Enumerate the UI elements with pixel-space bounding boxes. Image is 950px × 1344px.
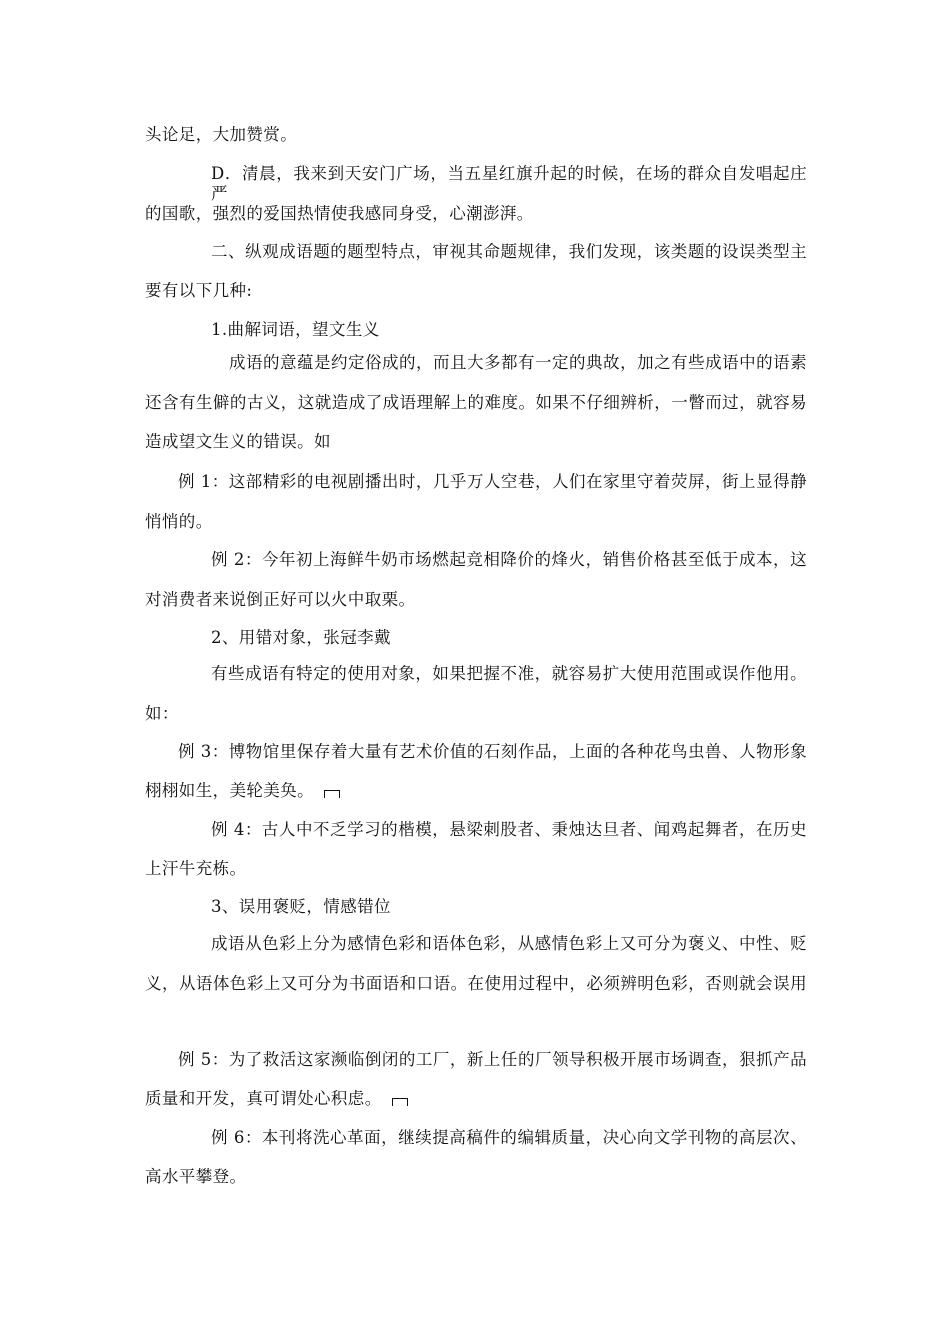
text-line: 造成望文生义的错误。如 (145, 432, 331, 451)
text-line: 成语的意蕴是约定俗成的，而且大多都有一定的典故，加之有些成语中的语素 (229, 353, 807, 372)
example-3: 例 3：博物馆里保存着大量有艺术价值的石刻作品，上面的各种花鸟虫兽、人物形象 (178, 742, 807, 761)
text-line: 对消费者来说倒正好可以火中取栗。 (145, 590, 416, 609)
text-span: 质量和开发，真可谓处心积虑。 (145, 1089, 382, 1108)
option-d-line: D．清晨，我来到天安门广场，当五星红旗升起的时候，在场的群众自发唱起庄严 (211, 164, 807, 203)
text-line: 成语从色彩上分为感情色彩和语体色彩，从感情色彩上又可分为褒义、中性、贬 (211, 934, 807, 953)
subheading-3: 3、误用褒贬，情感错位 (211, 897, 391, 916)
section-two-heading: 二、纵观成语题的题型特点，审视其命题规律，我们发现，该类题的设误类型主 (211, 242, 807, 261)
text-line: 义，从语体色彩上又可分为书面语和口语。在使用过程中，必须辨明色彩，否则就会误用 (145, 974, 807, 993)
answer-blank-mark (324, 790, 340, 798)
text-line: 如： (145, 704, 179, 723)
text-line: 有些成语有特定的使用对象，如果把握不准，就容易扩大使用范围或误作他用。 (211, 664, 807, 683)
text-line: 头论足，大加赞赏。 (145, 125, 298, 144)
text-line (145, 781, 340, 801)
text-line: 上汗牛充栋。 (145, 859, 247, 878)
example-5: 例 5：为了救活这家濒临倒闭的工厂，新上任的厂领导积极开展市场调查，狠抓产品 (178, 1050, 807, 1069)
example-1: 例 1：这部精彩的电视剧播出时，几乎万人空巷，人们在家里守着荧屏，街上显得静 (178, 472, 807, 491)
text-span: 栩栩如生，美轮美奂。 (145, 781, 314, 800)
text-line: 高水平攀登。 (145, 1167, 247, 1186)
text-line: 还含有生僻的古义，这就造成了成语理解上的难度。如果不仔细辨析，一瞥而过，就容易 (145, 393, 807, 412)
text-line: 要有以下几种: (145, 281, 253, 300)
subheading-1: 1.曲解词语，望文生义 (211, 320, 380, 339)
example-6: 例 6：本刊将洗心革面，继续提高稿件的编辑质量，决心向文学刊物的高层次、 (211, 1128, 807, 1147)
text-line: 的国歌，强烈的爱国热情使我感同身受，心潮澎湃。 (145, 204, 534, 223)
example-4: 例 4：古人中不乏学习的楷模，悬梁刺股者、秉烛达旦者、闻鸡起舞者，在历史 (211, 820, 807, 839)
example-2: 例 2：今年初上海鲜牛奶市场燃起竞相降价的烽火，销售价格甚至低于成本，这 (211, 550, 807, 569)
subheading-2: 2、用错对象，张冠李戴 (211, 628, 391, 647)
text-line (145, 1089, 408, 1109)
answer-blank-mark (392, 1098, 408, 1106)
text-line: 悄悄的。 (145, 512, 213, 531)
